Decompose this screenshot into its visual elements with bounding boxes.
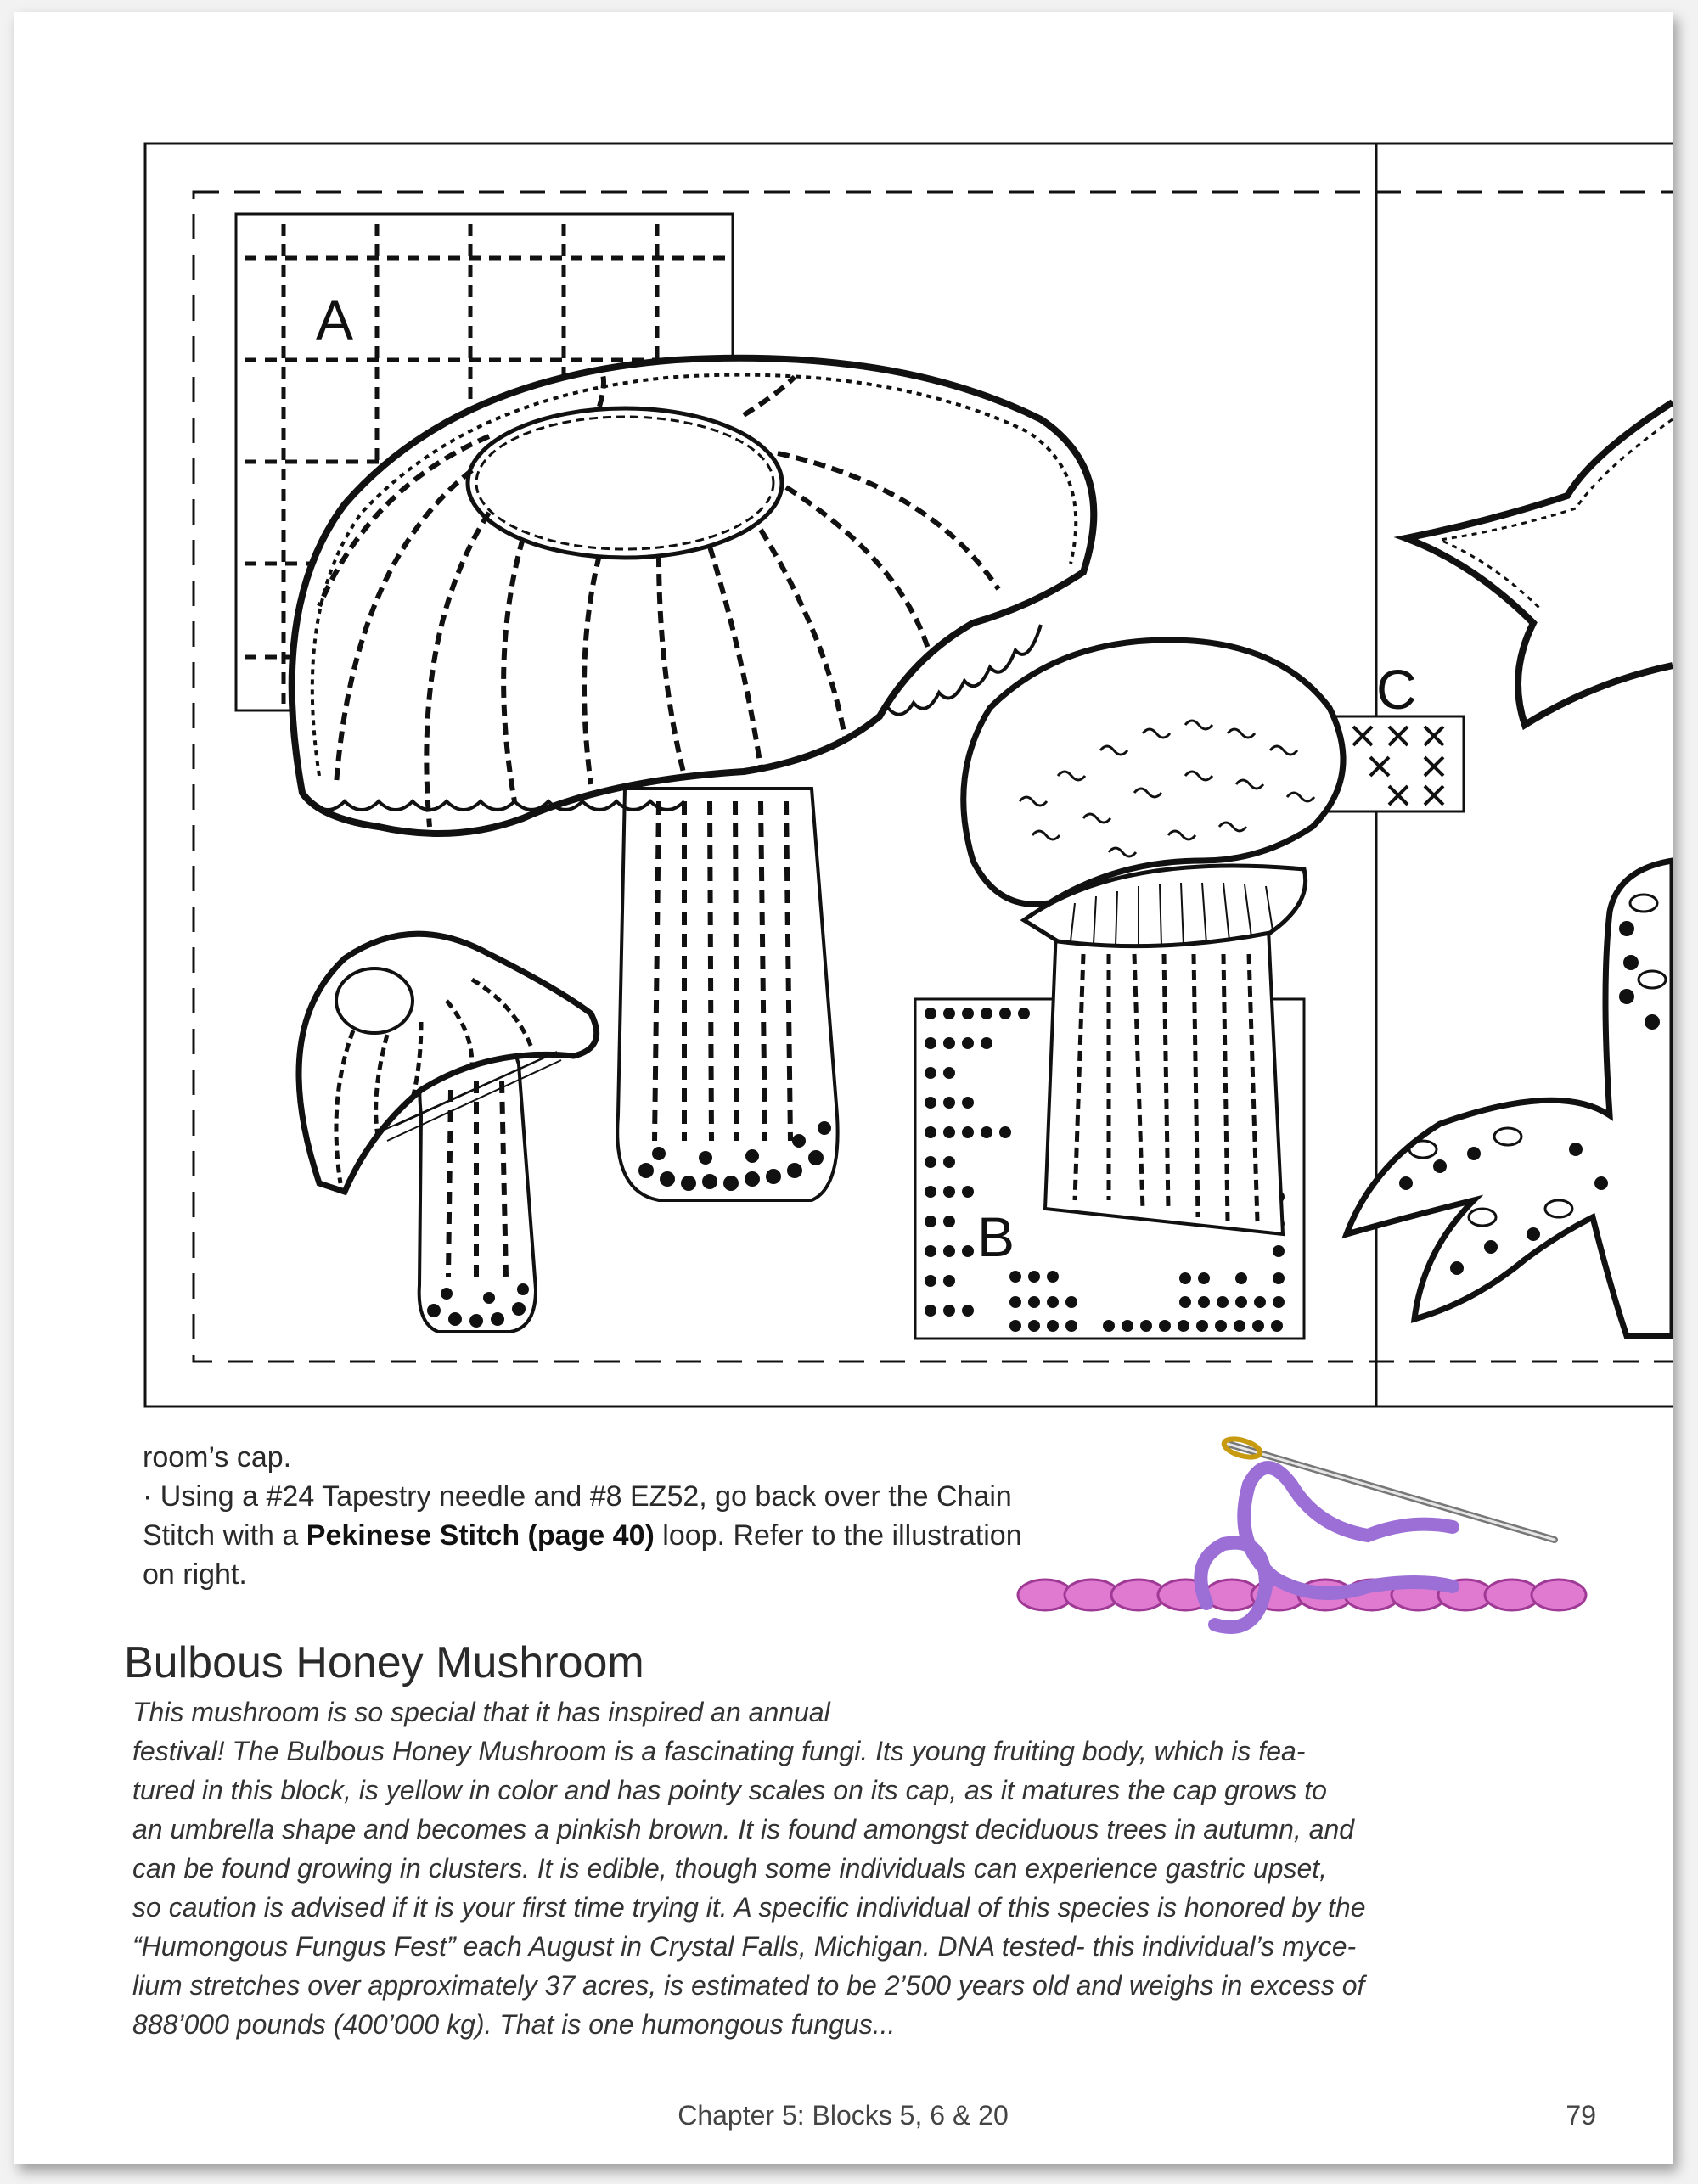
instruction-bullet-item xyxy=(143,1477,1051,1594)
pekinese-stitch-illustration xyxy=(1011,1434,1605,1650)
star-flower-illustration-icon xyxy=(1406,402,1673,725)
chain-stitch-icon xyxy=(1011,1434,1605,1646)
block-label-c: C xyxy=(1376,658,1417,721)
body-line: so caution is advised if it is your first time trying it. A specific individual of this species is honored by the xyxy=(132,1892,1366,1923)
body-line: lium stretches over approximately 37 acres, is estimated to be 2’500 years old and weighs in excess of xyxy=(132,1970,1365,2001)
body-line: 888’000 pounds (400’000 kg). That is one humongous fungus... xyxy=(132,2009,896,2040)
section-body xyxy=(132,1693,1593,2044)
body-line: “Humongous Fungus Fest” each August in Crystal Falls, Michigan. DNA tested- this individual’s myce- xyxy=(132,1931,1357,1962)
stitch-instructions xyxy=(143,1438,1051,1594)
small-mushroom-icon xyxy=(299,934,597,1332)
instruction-line: room’s cap. xyxy=(143,1441,292,1474)
page xyxy=(14,12,1673,2164)
section-title: Bulbous Honey Mushroom xyxy=(124,1638,644,1687)
bullet: · xyxy=(143,1480,153,1513)
block-c-cross-stitch xyxy=(1328,716,1464,811)
block-label-b: B xyxy=(977,1205,1015,1268)
body-line: can be found growing in clusters. It is edible, though some individuals can experience gastric upset, xyxy=(132,1853,1328,1884)
pattern-drawing xyxy=(14,12,1673,1421)
body-line: festival! The Bulbous Honey Mushroom is a fascinating fungi. Its young fruiting body, which is fea- xyxy=(132,1736,1306,1766)
stitch-reference: Pekinese Stitch (page 40) xyxy=(306,1519,655,1552)
body-line: tured in this block, is yellow in color and has pointy scales on its cap, as it matures the cap grows to xyxy=(132,1775,1327,1805)
block-label-a: A xyxy=(316,289,354,351)
page-number: 79 xyxy=(1566,2100,1596,2131)
instruction-text: Using a #24 Tapestry needle and #8 EZ52, go back over the Chain Stitch with a xyxy=(143,1480,1012,1552)
body-line: an umbrella shape and becomes a pinkish brown. It is found amongst deciduous trees in autumn, and xyxy=(132,1814,1355,1844)
embroidery-pattern xyxy=(14,12,1673,1421)
leaf-illustration-icon xyxy=(1347,861,1673,1336)
body-line: This mushroom is so special that it has inspired an annual xyxy=(132,1697,830,1727)
instruction-text-post: loop. Refer to the illustration on right. xyxy=(143,1519,1022,1591)
footer-chapter: Chapter 5: Blocks 5, 6 & 20 xyxy=(678,2100,1009,2131)
